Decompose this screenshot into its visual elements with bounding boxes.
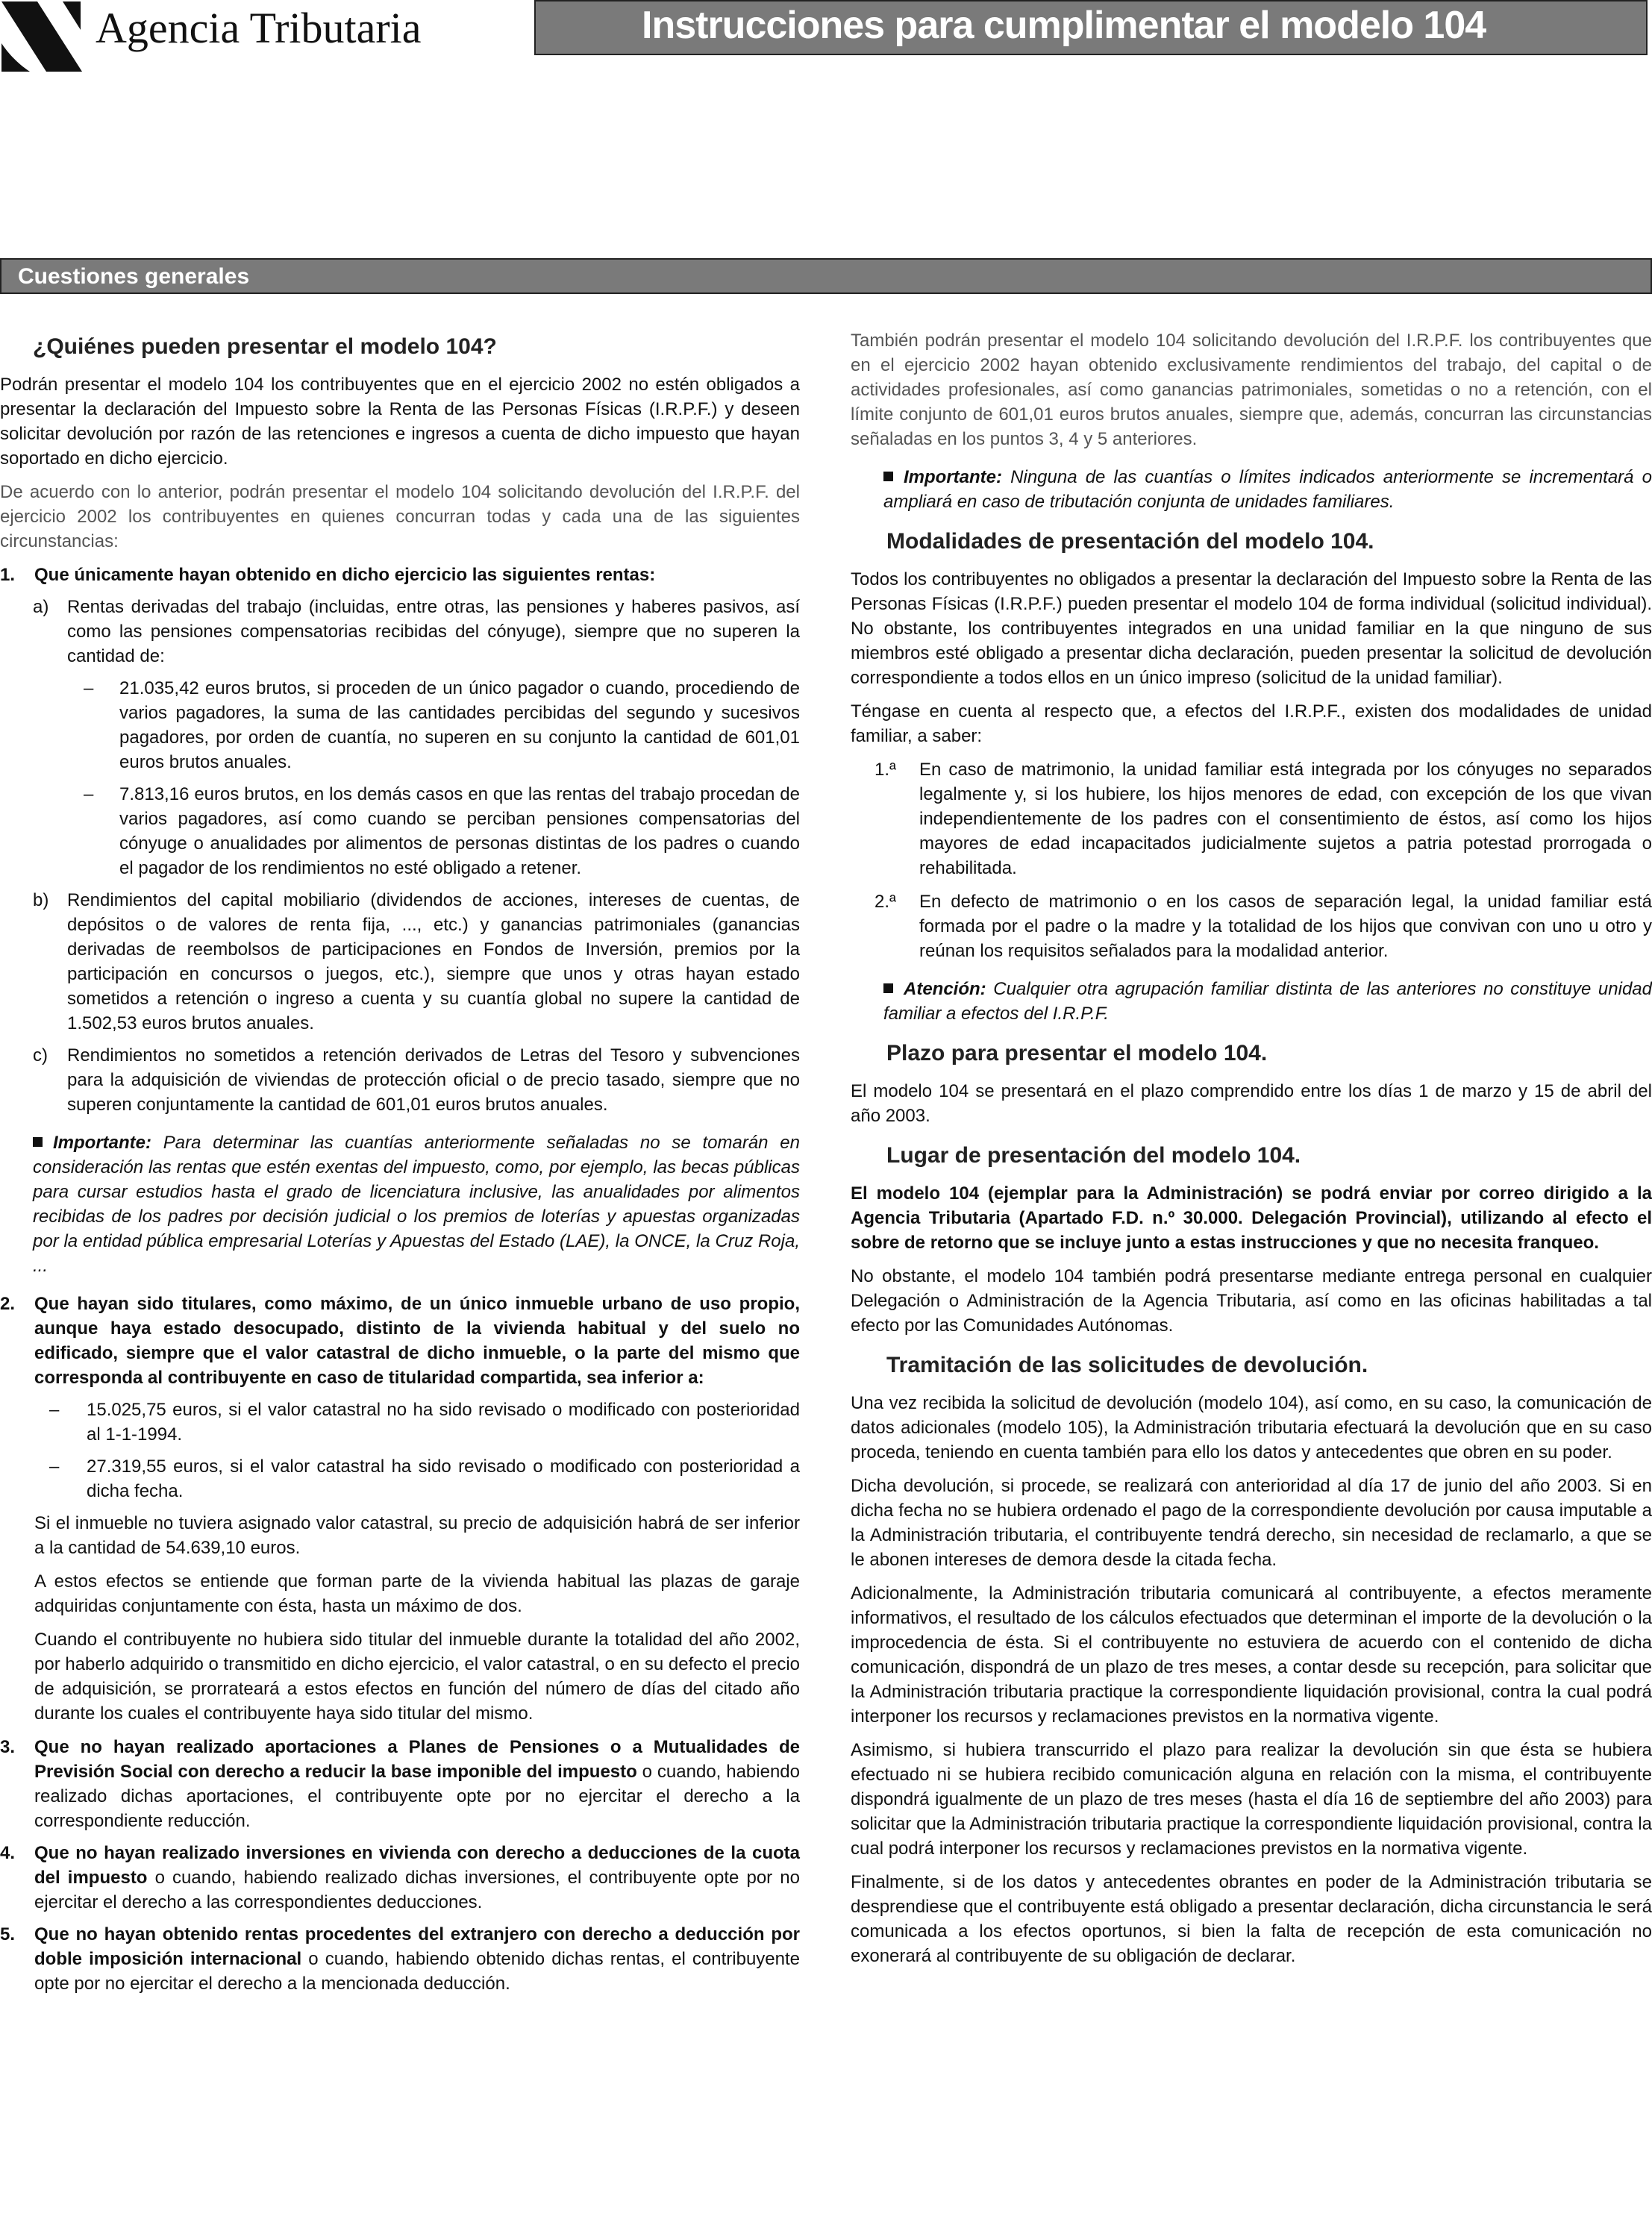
agency-name: Agencia Tributaria <box>96 4 422 52</box>
square-bullet-icon <box>33 1137 43 1147</box>
list-item: b) Rendimientos del capital mobiliario (dividendos de acciones, intereses de cuentas, de depósitos o de valores de renta fija, ..., etc.) y ganancias patrimoniales (ganancias derivadas de reembolsos de participaciones en Fondos de Inversión, premios por la participación en concursos o juegos, etc.), siempre que unos y otras hayan estado sometidos a retención o ingreso a cuenta y su cuantía global no supere la cantidad de 1.502,53 euros brutos anuales. <box>33 890 800 1033</box>
paragraph: Dicha devolución, si procede, se realizará con anterioridad al día 17 de junio del año 2003. Si en dicha fecha no se hubiera ordenado el pago de la correspondiente devolución por causa imputable a la Administración tributaria, el contribuyente tendrá derecho, sin necesidad de reclamarlo, a que se le abonen intereses de demora desde la citada fecha. <box>851 1476 1652 1570</box>
right-column <box>851 328 1652 1977</box>
list-item: 1.ª En caso de matrimonio, la unidad familiar está integrada por los cónyuges no separados legalmente y, si los hubiere, los hijos menores de edad, con excepción de los que vivan independientemente de los padres con el consentimiento de éstos, así como los hijos mayores de edad incapacitados judicialmente sujetos a patria potestad prorrogada o rehabilitada. <box>875 760 1652 878</box>
important-note: Importante: Ninguna de las cuantías o límites indicados anteriormente se incrementará o ampliará en caso de tributación conjunta de unidades familiares. <box>883 467 1652 512</box>
section-bar <box>0 258 1652 294</box>
list-item: c) Rendimientos no sometidos a retención derivados de Letras del Tesoro y subvenciones para la adquisición de viviendas de protección oficial o de precio tasado, siempre que no superen conjuntamente la cantidad de 601,01 euros brutos anuales. <box>33 1045 800 1115</box>
paragraph: Finalmente, si de los datos y antecedentes obrantes en poder de la Administración tributaria se desprendiese que el contribuyente está obligado a presentar declaración, dicha circunstancia le será comunicada a los efectos oportunos, si bien la falta de recepción de esta comunicación no exonerará al contribuyente de su obligación de declarar. <box>851 1872 1652 1966</box>
attention-note: Atención: Cualquier otra agrupación familiar distinta de las anteriores no constituye unidad familiar a efectos del I.R.P.F. <box>883 979 1652 1024</box>
paragraph: Asimismo, si hubiera transcurrido el plazo para realizar la devolución sin que ésta se hubiera efectuado ni se hubiera recibido comunicación alguna en relación con la misma, el contribuyente dispondrá igualmente de un plazo de tres meses (hasta el día 16 de septiembre del año 2003) para solicitar que la Administración tributaria practique la correspondiente liquidación provisional, contra la cual podrá interponer los recursos y reclamaciones previstos en la normativa vigente. <box>851 1740 1652 1859</box>
list-item: 2.ª En defecto de matrimonio o en los casos de separación legal, la unidad familiar está formada por el padre o la madre y la totalidad de los hijos que convivan con uno u otro y reúnan los requisitos señalados para la modalidad anterior. <box>875 892 1652 961</box>
section-title: Cuestiones generales <box>18 264 250 289</box>
square-bullet-icon <box>883 983 893 993</box>
requirement-lead: Que únicamente hayan obtenido en dicho ejercicio las siguientes rentas: <box>34 565 656 585</box>
list-item: – 15.025,75 euros, si el valor catastral no ha sido revisado o modificado con posterioridad al 1-1-1994. <box>49 1400 800 1445</box>
heading-plazo: Plazo para presentar el modelo 104. <box>886 1041 1268 1066</box>
agency-logo-icon <box>0 0 84 73</box>
list-item: – 7.813,16 euros brutos, en los demás casos en que las rentas del trabajo procedan de varios pagadores, así como cuando se perciban pensiones compensatorias del cónyuge o anualidades por alimentos de personas distintas de los padres o cuando el pagador de los rendimientos no esté obligado a retener. <box>84 784 800 878</box>
paragraph: A estos efectos se entiende que forman parte de la vivienda habitual las plazas de garaje adquiridas conjuntamente con ésta, hasta un máximo de dos. <box>34 1571 800 1616</box>
paragraph: Adicionalmente, la Administración tributaria comunicará al contribuyente, a efectos meramente informativos, el resultado de los cálculos efectuados que determinan el importe de la devolución o la improcedencia de ésta. Si el contribuyente no estuviera de acuerdo con el contenido de dicha comunicación, dispondrá de un plazo de tres meses, a contar desde su recepción, para solicitar que la Administración tributaria practique la correspondiente liquidación provisional, contra la cual podrá interponer los recursos y reclamaciones previstos en la normativa vigente. <box>851 1583 1652 1727</box>
requirement-item-4: 4. Que no hayan realizado inversiones en vivienda con derecho a deducciones de la cuota del impuesto o cuando, habiendo realizado dichas inversiones, el contribuyente opte por no ejercitar el derecho a las correspondientes deducciones. <box>0 1843 800 1912</box>
paragraph: Téngase en cuenta al respecto que, a efectos del I.R.P.F., existen dos modalidades de unidad familiar, a saber: <box>851 701 1652 746</box>
list-item: a) Rentas derivadas del trabajo (incluidas, entre otras, las pensiones y haberes pasivos, así como las pensiones compensatorias recibidas del cónyuge), siempre que no superen la cantidad de: <box>33 597 800 666</box>
paragraph: No obstante, el modelo 104 también podrá presentarse mediante entrega personal en cualquier Delegación o Administración de la Agencia Tributaria, así como en las oficinas habilitadas a tal efecto por las Comunidades Autónomas. <box>851 1266 1652 1336</box>
left-column <box>0 328 800 2003</box>
paragraph: Podrán presentar el modelo 104 los contribuyentes que en el ejercicio 2002 no estén obligados a presentar la declaración del Impuesto sobre la Renta de las Personas Físicas (I.R.P.F.) y deseen solicitar devolución por razón de las retenciones e ingresos a cuenta de dicho impuesto que hayan soportado en dicho ejercicio. <box>0 375 800 469</box>
paragraph: También podrán presentar el modelo 104 solicitando devolución del I.R.P.F. los contribuyentes que en el ejercicio 2002 hayan obtenido exclusivamente rendimientos del trabajo, del capital o de actividades profesionales, así como ganancias patrimoniales, sometidas o no a retención, con el límite conjunto de 601,01 euros brutos anuales, siempre que, además, concurran las circunstancias señaladas en los puntos 3, 4 y 5 anteriores. <box>851 331 1652 449</box>
paragraph: El modelo 104 se presentará en el plazo comprendido entre los días 1 de marzo y 15 de abril del año 2003. <box>851 1081 1652 1126</box>
document-title: Instrucciones para cumplimentar el modelo 104 <box>642 4 1486 47</box>
paragraph: Una vez recibida la solicitud de devolución (modelo 104), así como, en su caso, la comunicación de datos adicionales (modelo 105), la Administración tributaria efectuará la devolución que en su caso proceda, teniendo en cuenta también para ello los datos y antecedentes que obren en su poder. <box>851 1393 1652 1462</box>
heading-lugar: Lugar de presentación del modelo 104. <box>886 1143 1301 1168</box>
list-item: – 21.035,42 euros brutos, si proceden de un único pagador o cuando, procediendo de varios pagadores, la suma de las cantidades percibidas del segundo y sucesivos pagadores, por orden de cuantía, no superen en su conjunto la cantidad de 601,01 euros brutos anuales. <box>84 678 800 772</box>
requirement-item-3: 3. Que no hayan realizado aportaciones a Planes de Pensiones o a Mutualidades de Previsión Social con derecho a reducir la base imponible del impuesto o cuando, habiendo realizado dichas aportaciones, el contribuyente opte por no ejercitar el derecho a la correspondiente reducción. <box>0 1737 800 1831</box>
requirement-item-2: 2. Que hayan sido titulares, como máximo, de un único inmueble urbano de uso propio, aunque haya estado desocupado, distinto de la vivienda habitual y del suelo no edificado, siempre que el valor catastral de dicho inmueble, o la parte del mismo que corresponda al contribuyente en caso de titularidad compartida, sea inferior a: <box>0 1294 800 1388</box>
paragraph: Si el inmueble no tuviera asignado valor catastral, su precio de adquisición habrá de ser inferior a la cantidad de 54.639,10 euros. <box>34 1513 800 1558</box>
paragraph: El modelo 104 (ejemplar para la Administración) se podrá enviar por correo dirigido a la Agencia Tributaria (Apartado F.D. n.º 30.000. Delegación Provincial), utilizando al efecto el sobre de retorno que se incluye junto a estas instrucciones y que no necesita franqueo. <box>851 1183 1652 1253</box>
document-title-bar <box>534 0 1648 55</box>
paragraph: Cuando el contribuyente no hubiera sido titular del inmueble durante la totalidad del año 2002, por haberlo adquirido o transmitido en dicho ejercicio, el valor catastral, o en su defecto el precio de adquisición, se prorrateará a estos efectos en función del número de días del citado año durante los cuales el contribuyente haya sido titular del mismo. <box>34 1630 800 1724</box>
paragraph: De acuerdo con lo anterior, podrán presentar el modelo 104 solicitando devolución del I.R.P.F. del ejercicio 2002 los contribuyentes en quienes concurran todas y cada una de las siguientes circunstancias: <box>0 482 800 551</box>
heading-modalidades: Modalidades de presentación del modelo 104. <box>886 529 1374 554</box>
requirement-item-1: 1. Que únicamente hayan obtenido en dicho ejercicio las siguientes rentas: <box>0 565 656 585</box>
square-bullet-icon <box>883 472 893 481</box>
important-note: Importante: Para determinar las cuantías anteriormente señaladas no se tomarán en consideración las rentas que estén exentas del impuesto, como, por ejemplo, las becas públicas para cursar estudios hasta el grado de licenciatura inclusive, las anualidades por alimentos recibidas de los padres por decisión judicial o los premios de loterías y apuestas organizadas por la entidad pública empresarial Loterías y Apuestas del Estado (LAE), la ONCE, la Cruz Roja, ... <box>33 1133 800 1276</box>
heading-tramitacion: Tramitación de las solicitudes de devolución. <box>886 1353 1368 1377</box>
requirement-item-5: 5. Que no hayan obtenido rentas procedentes del extranjero con derecho a deducción por doble imposición internacional o cuando, habiendo obtenido dichas rentas, el contribuyente opte por no ejercitar el derecho a la mencionada deducción. <box>0 1924 800 1994</box>
agency-logo <box>0 0 463 75</box>
list-item: – 27.319,55 euros, si el valor catastral ha sido revisado o modificado con posterioridad a dicha fecha. <box>49 1456 800 1501</box>
paragraph: Todos los contribuyentes no obligados a presentar la declaración del Impuesto sobre la Renta de las Personas Físicas (I.R.P.F.) pueden presentar el modelo 104 de forma individual (solicitud individual). No obstante, los contribuyentes integrados en una unidad familiar en la que ninguno de sus miembros esté obligado a presentar dicha declaración, pueden presentar la solicitud de devolución correspondiente a todos ellos en un único impreso (solicitud de la unidad familiar). <box>851 569 1652 688</box>
heading-quienes: ¿Quiénes pueden presentar el modelo 104? <box>33 334 497 359</box>
